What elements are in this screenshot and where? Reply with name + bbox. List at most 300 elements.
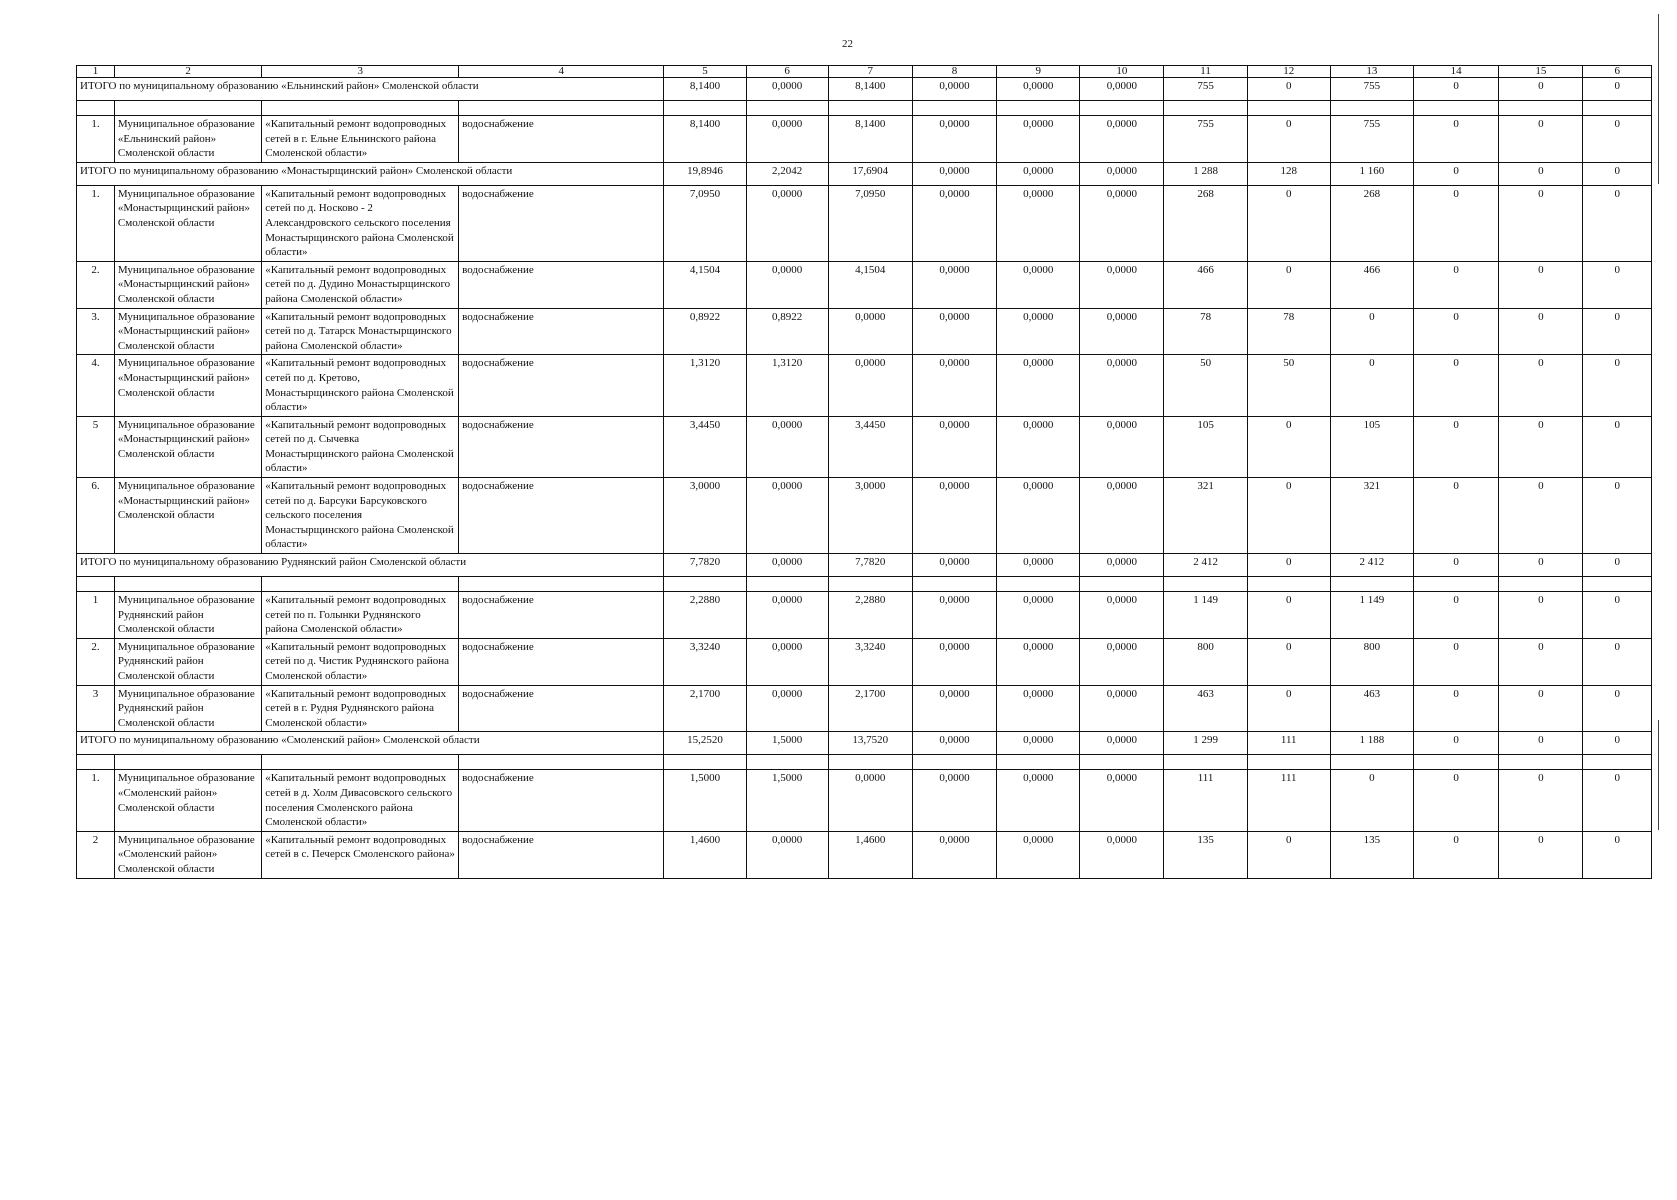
empty-cell [746,577,828,592]
spacer-row [77,755,1652,770]
empty-cell [77,101,115,116]
value-cell: 1,3120 [746,355,828,416]
value-cell: 0,0000 [746,831,828,878]
value-cell: 755 [1330,116,1413,163]
value-cell: 4,1504 [664,261,746,308]
value-cell: 0,0000 [997,638,1080,685]
empty-cell [262,101,459,116]
value-cell: 1 149 [1330,592,1413,639]
value-cell: 50 [1164,355,1247,416]
value-cell: 0 [1499,355,1583,416]
total-value: 0 [1583,554,1652,577]
total-value: 0,0000 [746,554,828,577]
column-number: 12 [1247,66,1330,78]
margin-line [1658,720,1659,830]
column-number-row [77,66,1652,78]
total-value: 0 [1499,732,1583,755]
empty-cell [114,101,261,116]
value-cell: 0 [1413,770,1498,831]
total-value: 7,7820 [828,554,912,577]
value-cell: 8,1400 [664,116,746,163]
total-value: 0,0000 [997,78,1080,101]
row-number: 4. [77,355,115,416]
table-row [77,770,1652,831]
empty-cell [912,755,996,770]
empty-cell [1583,101,1652,116]
total-value: 8,1400 [664,78,746,101]
value-cell: 1,5000 [664,770,746,831]
total-value: 0,0000 [997,554,1080,577]
value-cell: 0 [1413,592,1498,639]
row-number: 2. [77,638,115,685]
total-value: 2 412 [1164,554,1247,577]
value-cell: 0 [1583,416,1652,477]
value-cell: 111 [1247,770,1330,831]
value-cell: 3,0000 [828,478,912,554]
value-cell: 0,0000 [746,638,828,685]
total-value: 0 [1583,732,1652,755]
owner-cell: Муниципальное образование «Монастырщинский район» Смоленской области [114,185,261,261]
total-value: 2,2042 [746,162,828,185]
type-cell: водоснабжение [459,355,664,416]
empty-cell [828,101,912,116]
value-cell: 0 [1413,638,1498,685]
column-number: 4 [459,66,664,78]
total-value: 0 [1583,162,1652,185]
row-number: 1. [77,116,115,163]
column-number: 15 [1499,66,1583,78]
value-cell: 0,0000 [997,308,1080,355]
value-cell: 0,0000 [912,638,996,685]
column-number: 2 [114,66,261,78]
total-value: 755 [1330,78,1413,101]
value-cell: 0 [1499,638,1583,685]
value-cell: 268 [1164,185,1247,261]
value-cell: 0,0000 [1080,261,1164,308]
value-cell: 800 [1164,638,1247,685]
table-row [77,116,1652,163]
value-cell: 0 [1247,831,1330,878]
section-total-row [77,554,1652,577]
value-cell: 0,0000 [997,478,1080,554]
value-cell: 0 [1330,770,1413,831]
value-cell: 0,0000 [1080,116,1164,163]
total-value: 17,6904 [828,162,912,185]
table-row [77,638,1652,685]
value-cell: 0,0000 [997,685,1080,732]
value-cell: 0 [1499,478,1583,554]
section-total-label: ИТОГО по муниципальному образованию «Ельнинский район» Смоленской области [77,78,664,101]
value-cell: 0,0000 [997,770,1080,831]
table-row [77,185,1652,261]
total-value: 0 [1413,554,1498,577]
type-cell: водоснабжение [459,770,664,831]
value-cell: 0 [1583,261,1652,308]
total-value: 0 [1247,78,1330,101]
value-cell: 463 [1330,685,1413,732]
column-number: 8 [912,66,996,78]
value-cell: 321 [1330,478,1413,554]
total-value: 1 288 [1164,162,1247,185]
empty-cell [828,577,912,592]
value-cell: 0,0000 [912,185,996,261]
value-cell: 0,0000 [828,355,912,416]
value-cell: 4,1504 [828,261,912,308]
empty-cell [1330,755,1413,770]
row-number: 3. [77,308,115,355]
value-cell: 105 [1330,416,1413,477]
empty-cell [1330,101,1413,116]
value-cell: 0 [1247,416,1330,477]
value-cell: 0 [1413,831,1498,878]
value-cell: 0 [1583,685,1652,732]
owner-cell: Муниципальное образование Руднянский район Смоленской области [114,638,261,685]
total-value: 0,0000 [1080,162,1164,185]
value-cell: 0 [1247,638,1330,685]
project-cell: «Капитальный ремонт водопроводных сетей по д. Сычевка Монастырщинского района Смоленской области» [262,416,459,477]
section-total-label: ИТОГО по муниципальному образованию «Смоленский район» Смоленской области [77,732,664,755]
empty-cell [1583,577,1652,592]
value-cell: 0,0000 [828,308,912,355]
empty-cell [459,101,664,116]
type-cell: водоснабжение [459,185,664,261]
column-number: 10 [1080,66,1164,78]
empty-cell [1164,755,1247,770]
value-cell: 50 [1247,355,1330,416]
total-value: 0,0000 [912,732,996,755]
column-number: 14 [1413,66,1498,78]
empty-cell [77,577,115,592]
total-value: 2 412 [1330,554,1413,577]
total-value: 1 188 [1330,732,1413,755]
value-cell: 755 [1164,116,1247,163]
value-cell: 0,0000 [746,261,828,308]
value-cell: 0,0000 [912,416,996,477]
type-cell: водоснабжение [459,638,664,685]
value-cell: 3,4450 [828,416,912,477]
empty-cell [1583,755,1652,770]
value-cell: 0 [1583,185,1652,261]
section-total-label: ИТОГО по муниципальному образованию «Монастырщинский район» Смоленской области [77,162,664,185]
owner-cell: Муниципальное образование Руднянский район Смоленской области [114,685,261,732]
project-cell: «Капитальный ремонт водопроводных сетей в д. Холм Дивасовского сельского поселения Смоленского района Смоленской области» [262,770,459,831]
empty-cell [997,577,1080,592]
value-cell: 0,0000 [912,308,996,355]
column-number: 11 [1164,66,1247,78]
value-cell: 0,0000 [997,116,1080,163]
type-cell: водоснабжение [459,685,664,732]
type-cell: водоснабжение [459,478,664,554]
total-value: 0,0000 [1080,78,1164,101]
value-cell: 1,4600 [828,831,912,878]
value-cell: 0 [1499,770,1583,831]
value-cell: 0,0000 [1080,831,1164,878]
value-cell: 0,0000 [997,416,1080,477]
project-cell: «Капитальный ремонт водопроводных сетей по д. Татарск Монастырщинского района Смоленской области» [262,308,459,355]
value-cell: 0 [1330,355,1413,416]
value-cell: 0 [1247,592,1330,639]
table-row [77,831,1652,878]
value-cell: 466 [1164,261,1247,308]
value-cell: 0 [1499,685,1583,732]
value-cell: 0,0000 [912,592,996,639]
empty-cell [459,755,664,770]
project-cell: «Капитальный ремонт водопроводных сетей по п. Голынки Руднянского района Смоленской области» [262,592,459,639]
value-cell: 7,0950 [664,185,746,261]
total-value: 7,7820 [664,554,746,577]
value-cell: 2,2880 [664,592,746,639]
empty-cell [114,577,261,592]
column-number: 3 [262,66,459,78]
total-value: 0,0000 [912,554,996,577]
section-total-row [77,732,1652,755]
value-cell: 0,0000 [997,261,1080,308]
value-cell: 0,8922 [664,308,746,355]
empty-cell [1247,577,1330,592]
value-cell: 0,0000 [912,478,996,554]
empty-cell [262,577,459,592]
value-cell: 0 [1413,685,1498,732]
value-cell: 0,0000 [1080,638,1164,685]
value-cell: 1,3120 [664,355,746,416]
value-cell: 800 [1330,638,1413,685]
table-row [77,685,1652,732]
value-cell: 0,0000 [912,831,996,878]
table-row [77,416,1652,477]
type-cell: водоснабжение [459,261,664,308]
value-cell: 78 [1247,308,1330,355]
owner-cell: Муниципальное образование «Смоленский район» Смоленской области [114,831,261,878]
row-number: 5 [77,416,115,477]
empty-cell [262,755,459,770]
value-cell: 0,0000 [746,592,828,639]
total-value: 1 299 [1164,732,1247,755]
type-cell: водоснабжение [459,592,664,639]
value-cell: 0,0000 [1080,355,1164,416]
total-value: 0,0000 [912,162,996,185]
value-cell: 0,0000 [912,261,996,308]
capital-repair-table [76,65,1652,879]
value-cell: 1 149 [1164,592,1247,639]
value-cell: 0 [1499,592,1583,639]
value-cell: 0,0000 [997,185,1080,261]
total-value: 0,0000 [746,78,828,101]
type-cell: водоснабжение [459,416,664,477]
project-cell: «Капитальный ремонт водопроводных сетей по д. Кретово, Монастырщинского района Смоленской области» [262,355,459,416]
column-number: 7 [828,66,912,78]
value-cell: 0,0000 [997,355,1080,416]
value-cell: 0 [1583,308,1652,355]
value-cell: 0,0000 [1080,770,1164,831]
empty-cell [114,755,261,770]
empty-cell [1499,577,1583,592]
empty-cell [746,755,828,770]
value-cell: 321 [1164,478,1247,554]
value-cell: 268 [1330,185,1413,261]
value-cell: 0,0000 [997,592,1080,639]
value-cell: 0 [1413,478,1498,554]
value-cell: 0 [1413,355,1498,416]
margin-line [1658,14,1659,184]
section-total-row [77,78,1652,101]
empty-cell [77,755,115,770]
total-value: 0,0000 [1080,732,1164,755]
section-total-row [77,162,1652,185]
empty-cell [746,101,828,116]
value-cell: 0 [1499,831,1583,878]
total-value: 0,0000 [1080,554,1164,577]
empty-cell [1080,577,1164,592]
owner-cell: Муниципальное образование «Монастырщинский район» Смоленской области [114,416,261,477]
total-value: 0 [1413,78,1498,101]
value-cell: 0 [1583,355,1652,416]
value-cell: 0 [1499,261,1583,308]
empty-cell [828,755,912,770]
empty-cell [1330,577,1413,592]
total-value: 0 [1499,554,1583,577]
column-number: 6 [746,66,828,78]
empty-cell [664,755,746,770]
total-value: 0,0000 [997,732,1080,755]
total-value: 0 [1583,78,1652,101]
value-cell: 0 [1247,685,1330,732]
section-total-label: ИТОГО по муниципальному образованию Руднянский район Смоленской области [77,554,664,577]
value-cell: 3,4450 [664,416,746,477]
value-cell: 0 [1583,770,1652,831]
value-cell: 0,0000 [912,116,996,163]
page-number: 22 [842,38,853,50]
project-cell: «Капитальный ремонт водопроводных сетей в с. Печерск Смоленского района» [262,831,459,878]
value-cell: 2,1700 [664,685,746,732]
value-cell: 0,0000 [1080,416,1164,477]
project-cell: «Капитальный ремонт водопроводных сетей по д. Барсуки Барсуковского сельского поселения Монастырщинского района Смоленской области» [262,478,459,554]
value-cell: 7,0950 [828,185,912,261]
owner-cell: Муниципальное образование Руднянский район Смоленской области [114,592,261,639]
value-cell: 0 [1247,478,1330,554]
row-number: 1. [77,185,115,261]
project-cell: «Капитальный ремонт водопроводных сетей в г. Ельне Ельнинского района Смоленской области» [262,116,459,163]
type-cell: водоснабжение [459,831,664,878]
column-number: 6 [1583,66,1652,78]
value-cell: 0 [1499,116,1583,163]
total-value: 15,2520 [664,732,746,755]
column-number: 9 [997,66,1080,78]
value-cell: 0,0000 [1080,592,1164,639]
row-number: 6. [77,478,115,554]
total-value: 19,8946 [664,162,746,185]
value-cell: 0 [1247,116,1330,163]
value-cell: 0,0000 [746,478,828,554]
row-number: 2 [77,831,115,878]
value-cell: 3,0000 [664,478,746,554]
total-value: 1 160 [1330,162,1413,185]
total-value: 0 [1499,162,1583,185]
value-cell: 0,0000 [912,685,996,732]
value-cell: 0 [1499,416,1583,477]
value-cell: 0,0000 [1080,685,1164,732]
value-cell: 0 [1413,185,1498,261]
table-row [77,261,1652,308]
value-cell: 0 [1583,592,1652,639]
value-cell: 135 [1164,831,1247,878]
value-cell: 0 [1247,261,1330,308]
value-cell: 0 [1499,185,1583,261]
table-row [77,308,1652,355]
empty-cell [1499,101,1583,116]
owner-cell: Муниципальное образование «Монастырщинский район» Смоленской области [114,261,261,308]
empty-cell [1080,101,1164,116]
owner-cell: Муниципальное образование «Ельнинский район» Смоленской области [114,116,261,163]
empty-cell [664,101,746,116]
total-value: 755 [1164,78,1247,101]
empty-cell [997,755,1080,770]
spacer-row [77,101,1652,116]
empty-cell [1080,755,1164,770]
column-number: 13 [1330,66,1413,78]
value-cell: 0,0000 [1080,185,1164,261]
value-cell: 135 [1330,831,1413,878]
total-value: 13,7520 [828,732,912,755]
total-value: 0,0000 [912,78,996,101]
value-cell: 0 [1413,261,1498,308]
total-value: 0 [1413,732,1498,755]
empty-cell [664,577,746,592]
value-cell: 0,0000 [912,770,996,831]
total-value: 8,1400 [828,78,912,101]
project-cell: «Капитальный ремонт водопроводных сетей по д. Чистик Руднянского района Смоленской области» [262,638,459,685]
type-cell: водоснабжение [459,116,664,163]
value-cell: 0 [1413,116,1498,163]
column-number: 1 [77,66,115,78]
value-cell: 0,8922 [746,308,828,355]
value-cell: 0,0000 [746,116,828,163]
value-cell: 0 [1583,831,1652,878]
value-cell: 2,2880 [828,592,912,639]
total-value: 0 [1499,78,1583,101]
spacer-row [77,577,1652,592]
owner-cell: Муниципальное образование «Монастырщинский район» Смоленской области [114,355,261,416]
value-cell: 0,0000 [746,416,828,477]
value-cell: 0 [1583,478,1652,554]
value-cell: 0 [1413,308,1498,355]
empty-cell [1413,577,1498,592]
value-cell: 0,0000 [997,831,1080,878]
value-cell: 3,3240 [664,638,746,685]
value-cell: 0 [1499,308,1583,355]
owner-cell: Муниципальное образование «Смоленский район» Смоленской области [114,770,261,831]
value-cell: 0,0000 [746,185,828,261]
owner-cell: Муниципальное образование «Монастырщинский район» Смоленской области [114,308,261,355]
value-cell: 1,5000 [746,770,828,831]
value-cell: 463 [1164,685,1247,732]
empty-cell [1413,101,1498,116]
empty-cell [1247,755,1330,770]
empty-cell [1499,755,1583,770]
value-cell: 78 [1164,308,1247,355]
table-row [77,478,1652,554]
row-number: 2. [77,261,115,308]
value-cell: 0,0000 [912,355,996,416]
row-number: 1. [77,770,115,831]
value-cell: 0,0000 [1080,478,1164,554]
row-number: 1 [77,592,115,639]
value-cell: 105 [1164,416,1247,477]
total-value: 1,5000 [746,732,828,755]
empty-cell [459,577,664,592]
column-number: 5 [664,66,746,78]
value-cell: 466 [1330,261,1413,308]
table-row [77,355,1652,416]
